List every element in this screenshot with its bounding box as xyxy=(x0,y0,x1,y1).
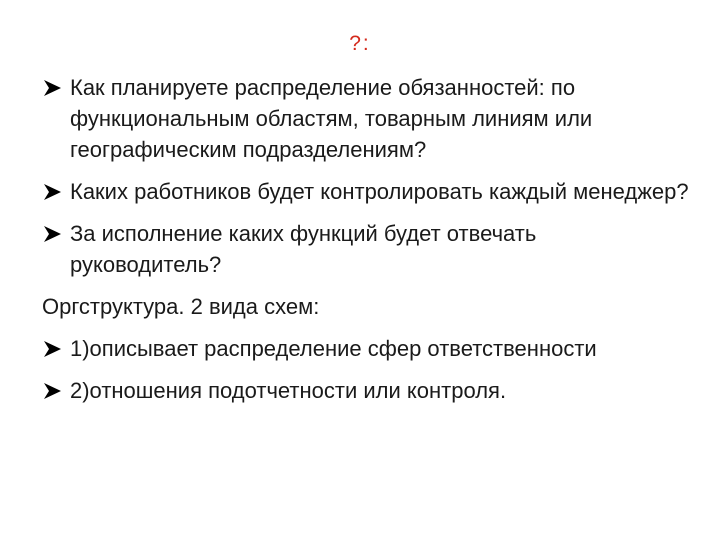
bullet-text: За исполнение каких функций будет отвечать руководитель? xyxy=(70,221,537,277)
section-heading: Оргструктура. 2 вида схем: xyxy=(42,294,320,319)
bullet-text: Каких работников будет контролировать каждый менеджер? xyxy=(70,179,689,204)
slide-content xyxy=(42,72,692,417)
arrow-bullet-icon xyxy=(44,341,61,357)
bullet-text: 1)описывает распределение сфер ответственности xyxy=(70,336,597,361)
bullet-item xyxy=(42,333,692,364)
bullet-item xyxy=(42,375,692,406)
arrow-bullet-icon xyxy=(44,383,61,399)
arrow-bullet-icon xyxy=(44,226,61,242)
slide-title: ?: xyxy=(349,32,371,55)
bullet-item xyxy=(42,218,692,280)
bullet-item xyxy=(42,176,692,207)
bullet-text: 2)отношения подотчетности или контроля. xyxy=(70,378,507,403)
arrow-bullet-icon xyxy=(44,80,61,96)
bullet-text: Как планируете распределение обязанностей: по функциональным областям, товарным линиям или географическим подразделениям? xyxy=(70,75,593,162)
bullet-item xyxy=(42,72,692,165)
arrow-bullet-icon xyxy=(44,184,61,200)
